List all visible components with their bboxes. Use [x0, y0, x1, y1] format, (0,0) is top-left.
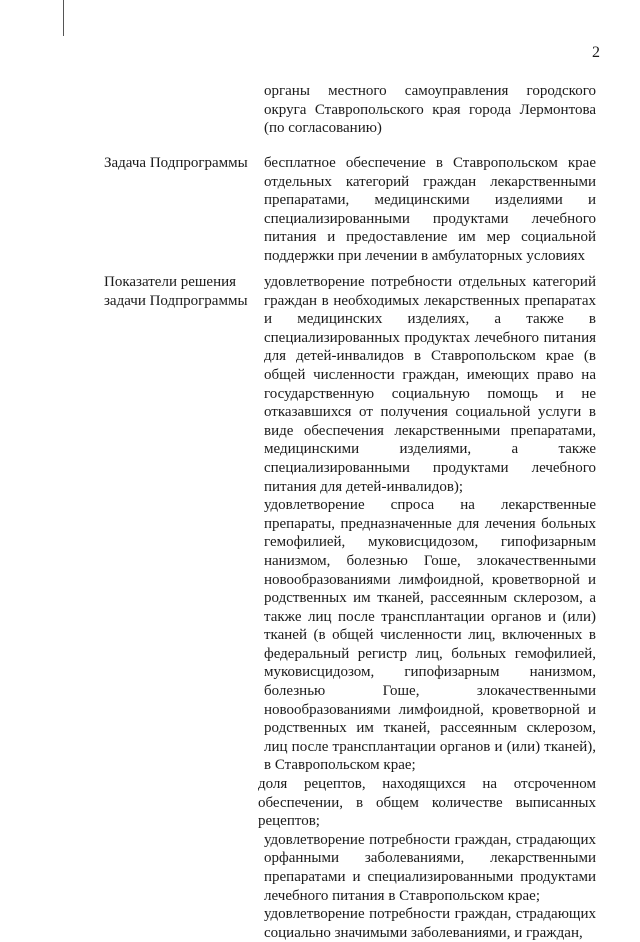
row-paragraph: удовлетворение потребности граждан, страдающих орфанными заболеваниями, лекарственными препаратами и специализированными продуктами лечебного питания в Ставропольском крае; — [264, 831, 596, 904]
row-value — [264, 154, 596, 266]
row-paragraph: удовлетворение потребности отдельных категорий граждан в необходимых лекарственных препаратах и медицинских изделиях, а также в специализированных продуктах лечебного питания для детей-инвалидов в Ставропольском крае (в общей численности граждан, имеющих право на государственную социальную помощь и не отказавшихся от получения социальной услуги в виде обеспечения лекарственными препаратами, медицинскими изделиями, а также специализированными продуктами лечебного питания для детей-инвалидов); — [264, 274, 596, 495]
row-label: Задача Подпрограммы — [104, 155, 248, 171]
page-number: 2 — [592, 44, 600, 61]
row-value — [258, 273, 596, 942]
row-paragraph: бесплатное обеспечение в Ставропольском крае отдельных категорий граждан лекарственными препаратами, медицинскими изделиями и специализированными продуктами лечебного питания и предоставление им мер социальной поддержки при лечении в амбулаторных условиях — [264, 155, 596, 264]
row-value — [264, 82, 596, 138]
margin-line — [63, 0, 64, 36]
row-paragraph: доля рецептов, находящихся на отсроченном обеспечении, в общем количестве выписанных рецептов; — [258, 776, 596, 830]
row-label: Показатели решения задачи Подпрограммы — [104, 274, 248, 309]
row-paragraph: органы местного самоуправления городского округа Ставропольского края города Лермонтова (по согласованию) — [264, 83, 596, 137]
row-paragraph: удовлетворение спроса на лекарственные препараты, предназначенные для лечения больных гемофилией, муковисцидозом, гипофизарным нанизмом, болезнью Гоше, злокачественными новообразованиями лимфоидной, кроветворной и родственных им тканей, рассеянным склерозом, а также лиц после трансплантации органов и (или) тканей (в общей численности лиц, включенных в федеральный регистр лиц, больных гемофилией, муковисцидозом, гипофизарным нанизмом, болезнью Гоше, злокачественными новообразованиями лимфоидной, кроветворной и родственных им тканей, рассеянным склерозом, лиц после трансплантации органов и (или) тканей), в Ставропольском крае; — [264, 497, 596, 774]
row-paragraph: удовлетворение потребности граждан, страдающих социально значимыми заболеваниями, и граждан, — [264, 906, 596, 941]
